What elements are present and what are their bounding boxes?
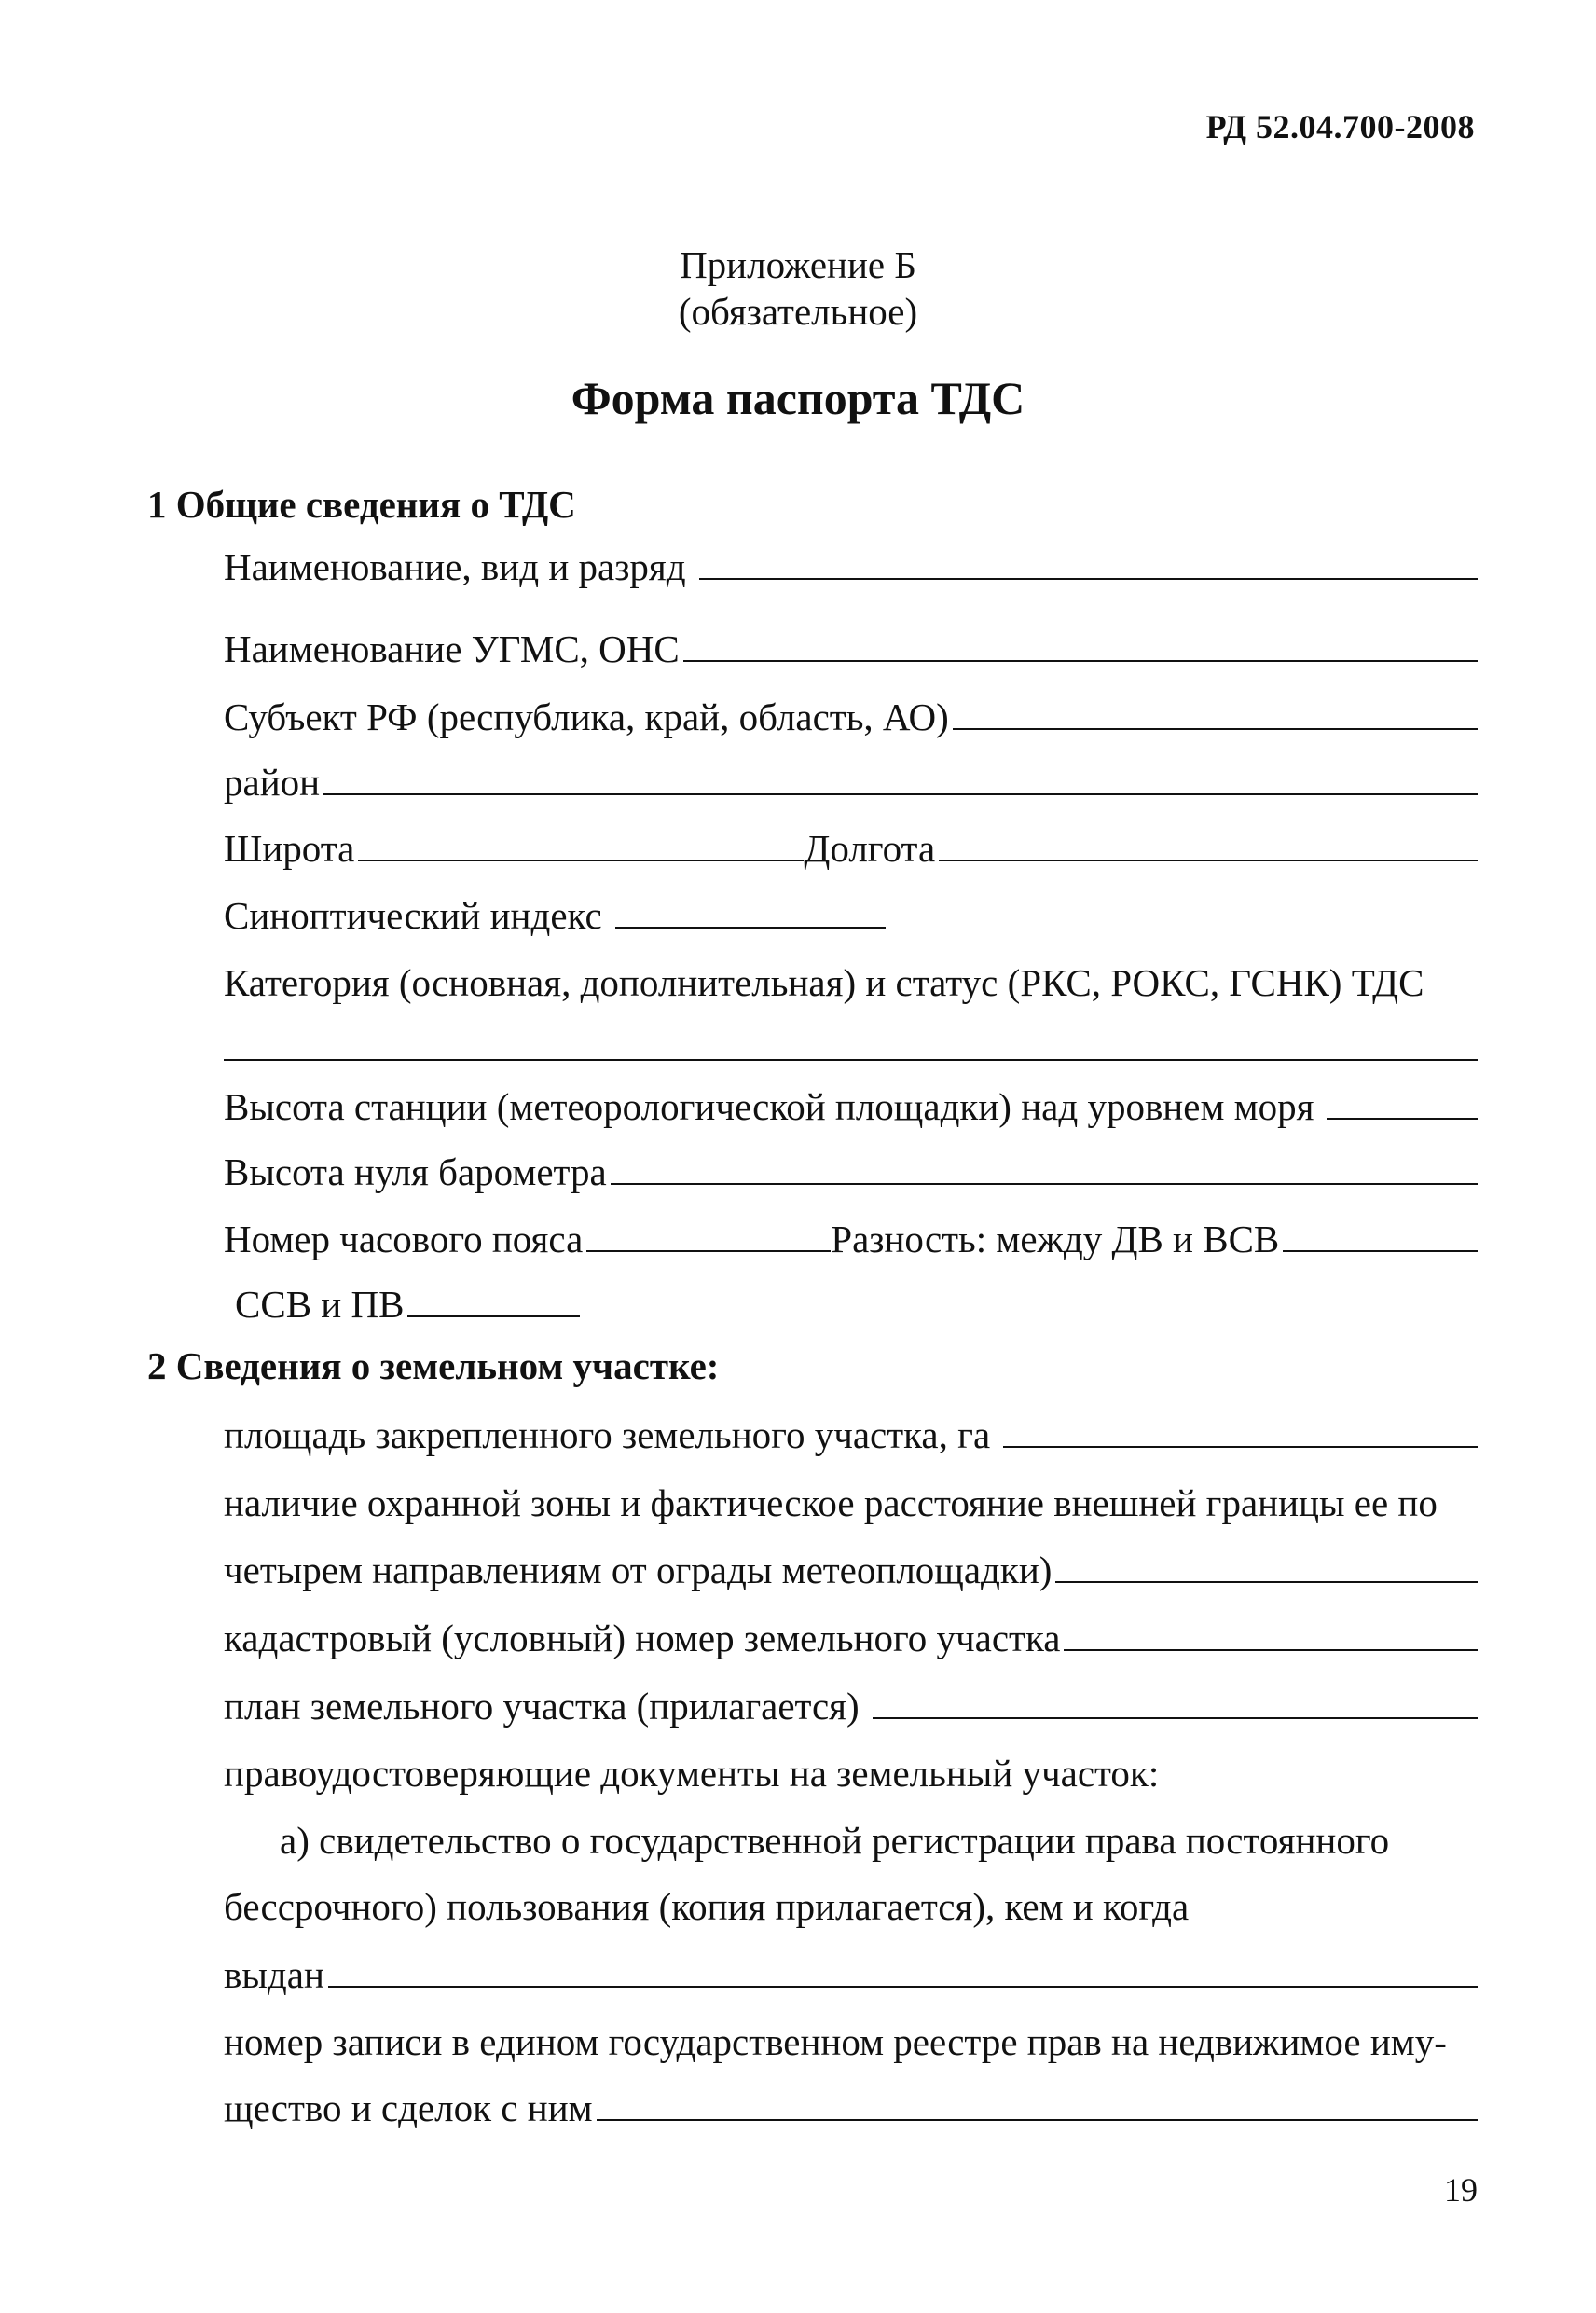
field-label: Категория (основная, дополнительная) и статус (РКС, РОКС, ГСНК) ТДС xyxy=(224,961,1424,1004)
field-barometer-zero xyxy=(224,1150,1478,1194)
field-label: район xyxy=(224,761,321,804)
field-label: наличие охранной зоны и фактическое расстояние внешней границы ее по xyxy=(224,1481,1438,1524)
field-label: Наименование, вид и разряд xyxy=(224,545,686,588)
appendix-label: Приложение Б xyxy=(680,243,916,286)
fill-in-blank[interactable] xyxy=(328,1952,1478,1988)
field-label: Наименование УГМС, ОНС xyxy=(224,627,680,670)
field-timezone xyxy=(224,1217,1478,1261)
field-label: Высота нуля барометра xyxy=(224,1150,607,1193)
document-code: РД 52.04.700-2008 xyxy=(1205,108,1475,145)
field-district xyxy=(224,760,1478,805)
field-registry xyxy=(224,2019,1478,2064)
appendix-status: (обязательное) xyxy=(678,290,918,333)
field-label: площадь закрепленного земельного участка, га xyxy=(224,1413,991,1456)
field-label: правоудостоверяющие документы на земельный участок: xyxy=(224,1752,1160,1795)
section-2-title: 2 Сведения о земельном участке: xyxy=(147,1344,720,1387)
field-category-status xyxy=(224,960,1478,1005)
fill-in-blank[interactable] xyxy=(615,893,886,929)
field-label: ССВ и ПВ xyxy=(235,1283,405,1326)
fill-in-blank[interactable] xyxy=(611,1150,1478,1185)
field-name-type-rank xyxy=(224,544,1478,589)
fill-in-blank[interactable] xyxy=(1327,1084,1478,1120)
difference-label: Разность: между ДВ и ВСВ xyxy=(831,1218,1280,1260)
field-label: бессрочного) пользования (копия прилагается), кем и когда xyxy=(224,1885,1190,1928)
fill-in-blank[interactable] xyxy=(873,1684,1478,1719)
longitude-label: Долгота xyxy=(804,827,936,870)
fill-in-blank[interactable] xyxy=(323,760,1478,795)
fill-in-blank[interactable] xyxy=(1003,1412,1478,1448)
field-label: а) свидетельство о государственной регистрации права постоянного xyxy=(280,1819,1390,1862)
field-label: четырем направлениям от ограды метеоплощадки) xyxy=(224,1549,1053,1591)
timezone-blank[interactable] xyxy=(586,1217,831,1252)
field-label: щество и сделок с ним xyxy=(224,2086,593,2129)
fill-in-blank[interactable] xyxy=(699,544,1478,580)
latitude-label: Широта xyxy=(224,827,355,870)
field-label: номер записи в едином государственном реестре прав на недвижимое иму- xyxy=(224,2020,1447,2063)
fill-in-blank[interactable] xyxy=(597,2086,1478,2121)
field-ssv-pv xyxy=(235,1282,1478,1327)
difference-blank[interactable] xyxy=(1283,1217,1478,1252)
field-area xyxy=(224,1412,1478,1457)
timezone-label: Номер часового пояса xyxy=(224,1218,584,1260)
field-label: выдан xyxy=(224,1953,324,1996)
field-synoptic-index xyxy=(224,893,1478,938)
field-plan xyxy=(224,1684,1478,1728)
field-coordinates xyxy=(224,826,1478,871)
section-1-title: 1 Общие сведения о ТДС xyxy=(147,483,576,526)
field-certificate xyxy=(280,1818,1478,1863)
field-label: план земельного участка (прилагается) xyxy=(224,1685,860,1728)
field-protection-zone xyxy=(224,1480,1478,1525)
page-number: 19 xyxy=(1444,2171,1478,2209)
field-ugms-ons xyxy=(224,626,1478,671)
field-protection-zone-cont xyxy=(224,1548,1478,1592)
field-label: Субъект РФ (республика, край, область, АО) xyxy=(224,695,949,738)
field-subject-rf xyxy=(224,695,1478,739)
field-label: Высота станции (метеорологической площадки) над уровнем моря xyxy=(224,1085,1314,1128)
fill-in-blank[interactable] xyxy=(407,1282,580,1317)
latitude-blank[interactable] xyxy=(358,826,804,861)
fill-in-blank[interactable] xyxy=(683,626,1478,662)
form-title: Форма паспорта ТДС xyxy=(571,372,1025,424)
field-label: кадастровый (условный) номер земельного участка xyxy=(224,1617,1061,1659)
field-station-height xyxy=(224,1084,1478,1129)
fill-in-blank[interactable] xyxy=(1055,1548,1478,1583)
fill-in-blank[interactable] xyxy=(1064,1616,1478,1651)
field-label: Синоптический индекс xyxy=(224,894,602,937)
field-registry-cont xyxy=(224,2086,1478,2130)
field-issued xyxy=(224,1952,1478,1997)
category-status-blank[interactable] xyxy=(224,1059,1478,1061)
field-documents xyxy=(224,1751,1478,1796)
field-certificate-cont xyxy=(224,1884,1478,1929)
field-cadastral xyxy=(224,1616,1478,1660)
fill-in-blank[interactable] xyxy=(953,695,1478,730)
longitude-blank[interactable] xyxy=(939,826,1478,861)
